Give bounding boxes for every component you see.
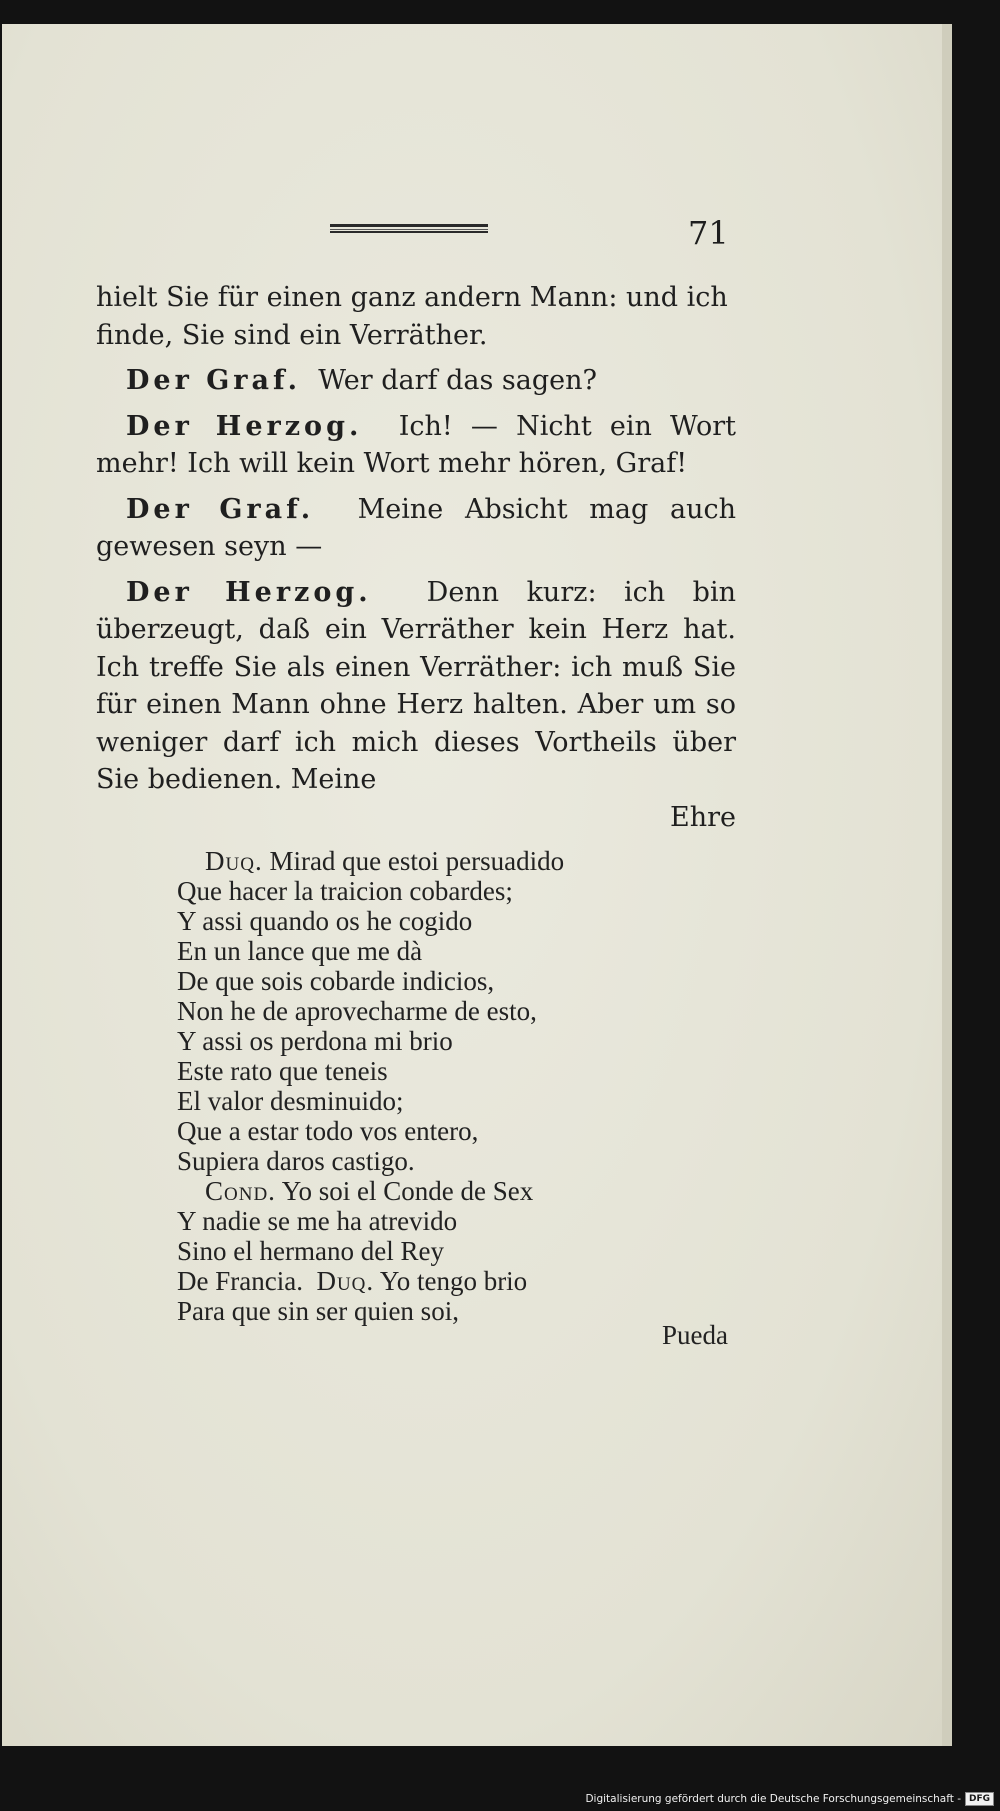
verse-line: Y nadie se me ha atrevido xyxy=(177,1206,458,1236)
page-number: 71 xyxy=(688,214,729,252)
verse-line: En un lance que me dà xyxy=(177,936,423,966)
credit-text: Digitalisierung gefördert durch die Deutsche Forschungsgemeinschaft - xyxy=(585,1793,961,1805)
german-line: finde, Sie sind ein Verräther. xyxy=(96,319,488,351)
dialogue-text: Ich! — Nicht ein Wort mehr! Ich will kein Wort mehr hören, Graf! xyxy=(96,410,736,479)
speaker-name: Der Graf. xyxy=(126,493,315,525)
spanish-catchword: Pueda xyxy=(662,1320,728,1350)
speaker-name: Der Herzog. xyxy=(126,410,363,442)
speaker-name: Cond. xyxy=(205,1176,276,1206)
verse-text: Yo tengo brio xyxy=(379,1266,528,1296)
digitization-credit xyxy=(585,1789,994,1809)
speaker-name: Duq. xyxy=(316,1266,375,1296)
german-paragraph-2 xyxy=(96,362,736,400)
verse-line: De que sois cobarde indicios, xyxy=(177,966,495,996)
verse-line: Supiera daros castigo. xyxy=(177,1146,415,1176)
verse-line: Que hacer la traicion cobardes; xyxy=(177,876,513,906)
verse-line: Este rato que teneis xyxy=(177,1056,388,1086)
verse-line: Que a estar todo vos entero, xyxy=(177,1116,479,1146)
speaker-name: Der Herzog. xyxy=(126,576,372,608)
german-line: hielt Sie für einen ganz andern Mann: und ich xyxy=(96,282,728,313)
header-rule xyxy=(330,224,488,233)
verse-line: El valor desminuido; xyxy=(177,1086,404,1116)
german-catchword: Ehre xyxy=(670,801,736,833)
german-paragraph-3 xyxy=(96,408,736,483)
german-paragraph-4 xyxy=(96,491,736,566)
verse-line: Para que sin ser quien soi, xyxy=(177,1296,459,1326)
spanish-verse-block xyxy=(177,846,737,1350)
verse-line xyxy=(177,846,737,876)
verse-text: Yo soi el Conde de Sex xyxy=(281,1176,534,1206)
verse-line: Non he de aprovecharme de esto, xyxy=(177,996,537,1026)
book-page xyxy=(2,24,952,1746)
german-paragraph-5 xyxy=(96,574,736,799)
german-text-block xyxy=(96,279,736,836)
dialogue-text: Denn kurz: ich bin überzeugt, daß ein Verräther kein Herz hat. Ich treffe Sie als einen Verräther: ich muß Sie für einen Mann ohne Herz halten. Aber um so weniger darf ich mich dieses Vortheils über Sie bedienen. Meine xyxy=(96,576,736,795)
dfg-logo-icon: DFG xyxy=(965,1792,994,1806)
verse-line xyxy=(177,1176,737,1206)
verse-line: Sino el hermano del Rey xyxy=(177,1236,444,1266)
dialogue-text: Wer darf das sagen? xyxy=(318,365,598,396)
speaker-name: Der Graf. xyxy=(126,365,302,396)
speaker-name: Duq. xyxy=(205,846,263,876)
verse-line xyxy=(177,1266,737,1296)
verse-line: Y assi quando os he cogido xyxy=(177,906,473,936)
german-paragraph-1 xyxy=(96,279,736,354)
verse-line: Y assi os perdona mi brio xyxy=(177,1026,453,1056)
verse-text: De Francia. xyxy=(177,1266,303,1296)
verse-text: Mirad que estoi persuadido xyxy=(269,846,565,876)
dialogue-text: Meine Absicht mag auch gewesen seyn — xyxy=(96,493,736,562)
